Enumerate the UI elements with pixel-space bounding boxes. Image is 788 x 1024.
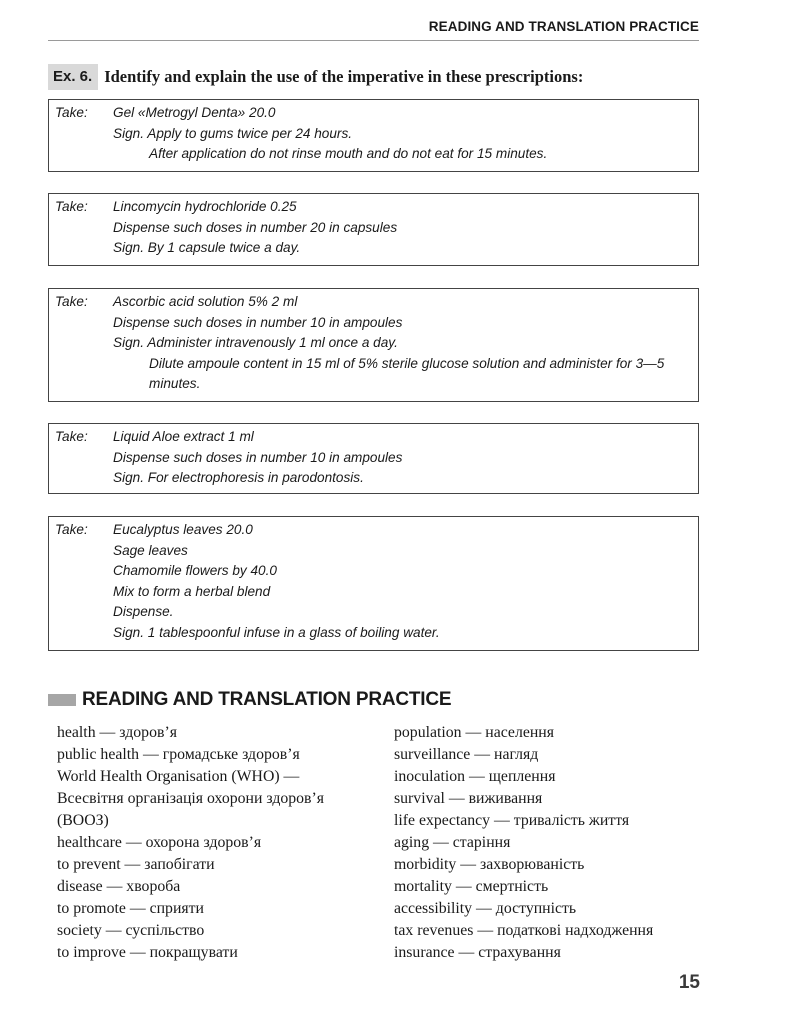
prescription-line: Dispense such doses in number 10 in ampoules [113,449,403,465]
prescription-line: After application do not rinse mouth and do not eat for 15 minutes. [149,146,548,161]
take-label: Take: [55,522,88,537]
exercise-title [48,64,583,90]
vocabulary-item: life expectancy — тривалість життя [394,812,630,829]
prescription-box-3 [48,288,699,402]
vocabulary-item: (ВООЗ) [57,812,109,829]
vocabulary-item: society — суспільство [57,922,205,939]
prescription-box-5 [48,516,699,651]
vocabulary-item: World Health Organisation (WHO) — [57,768,300,785]
exercise-instruction: Identify and explain the use of the imperative in these prescriptions: [104,67,584,86]
prescription-line: Liquid Aloe extract 1 ml [113,429,254,444]
vocabulary-item: surveillance — нагляд [394,746,539,763]
prescription-line: Dispense. [113,604,174,619]
prescription-line: Eucalyptus leaves 20.0 [113,522,253,537]
page-number: 15 [678,972,700,993]
vocabulary-item: to promote — сприяти [57,900,205,917]
section-heading [48,688,451,712]
vocabulary-item: insurance — страхування [394,944,561,961]
vocabulary-item: aging — старіння [394,834,511,851]
take-label: Take: [55,199,88,214]
section-bar-marker [48,694,76,706]
take-label: Take: [55,294,88,309]
prescription-line: Mix to form a herbal blend [113,583,271,599]
vocabulary-item: accessibility — доступність [394,900,577,917]
prescription-box-1 [48,99,699,172]
prescription-line: Ascorbic acid solution 5% 2 ml [113,294,298,309]
vocabulary-item: mortality — смертність [394,878,549,895]
prescription-line: Sage leaves [113,542,188,558]
prescription-line: Dispense such doses in number 20 in capsules [113,219,398,235]
prescription-line: Sign. By 1 capsule twice a day. [113,240,301,255]
vocabulary-item: population — населення [394,724,555,741]
prescription-line: Dispense such doses in number 10 in ampoules [113,314,403,330]
section-title: READING AND TRANSLATION PRACTICE [82,689,452,710]
vocabulary-item: morbidity — захворюваність [394,856,585,873]
prescription-line: Gel «Metrogyl Denta» 20.0 [113,105,276,120]
vocabulary-item: to prevent — запобігати [57,856,215,873]
vocabulary-item: tax revenues — податкові надходження [394,922,654,939]
vocabulary-left-column [57,722,377,964]
vocabulary-right-column [394,722,704,964]
prescription-line: Lincomycin hydrochloride 0.25 [113,199,297,214]
vocabulary-item: health — здоров’я [57,724,177,741]
prescription-line: Sign. For electrophoresis in parodontosis. [113,470,364,485]
vocabulary-item: public health — громадське здоров’я [57,746,300,763]
vocabulary-item: inoculation — щеплення [394,768,556,785]
take-label: Take: [55,429,88,444]
take-label: Take: [55,105,88,120]
prescription-line: Dilute ampoule content in 15 ml of 5% sterile glucose solution and administer for 3—5 minutes. [149,355,665,391]
prescription-line: Chamomile flowers by 40.0 [113,563,277,578]
vocabulary-item: Всесвітня організація охорони здоров’я [57,790,325,807]
vocabulary-item: survival — виживання [394,790,543,807]
prescription-box-2 [48,193,699,266]
prescription-box-4 [48,423,699,494]
vocabulary-item: disease — хвороба [57,878,181,895]
prescription-line: Sign. Administer intravenously 1 ml once a day. [113,335,398,350]
vocabulary-item: to improve — покращувати [57,944,238,961]
running-header: READING AND TRANSLATION PRACTICE [48,14,699,41]
prescription-line: Sign. 1 tablespoonful infuse in a glass of boiling water. [113,624,440,640]
vocabulary-item: healthcare — охорона здоров’я [57,834,262,851]
exercise-label: Ex. 6. [48,64,98,90]
prescription-line: Sign. Apply to gums twice per 24 hours. [113,125,353,141]
